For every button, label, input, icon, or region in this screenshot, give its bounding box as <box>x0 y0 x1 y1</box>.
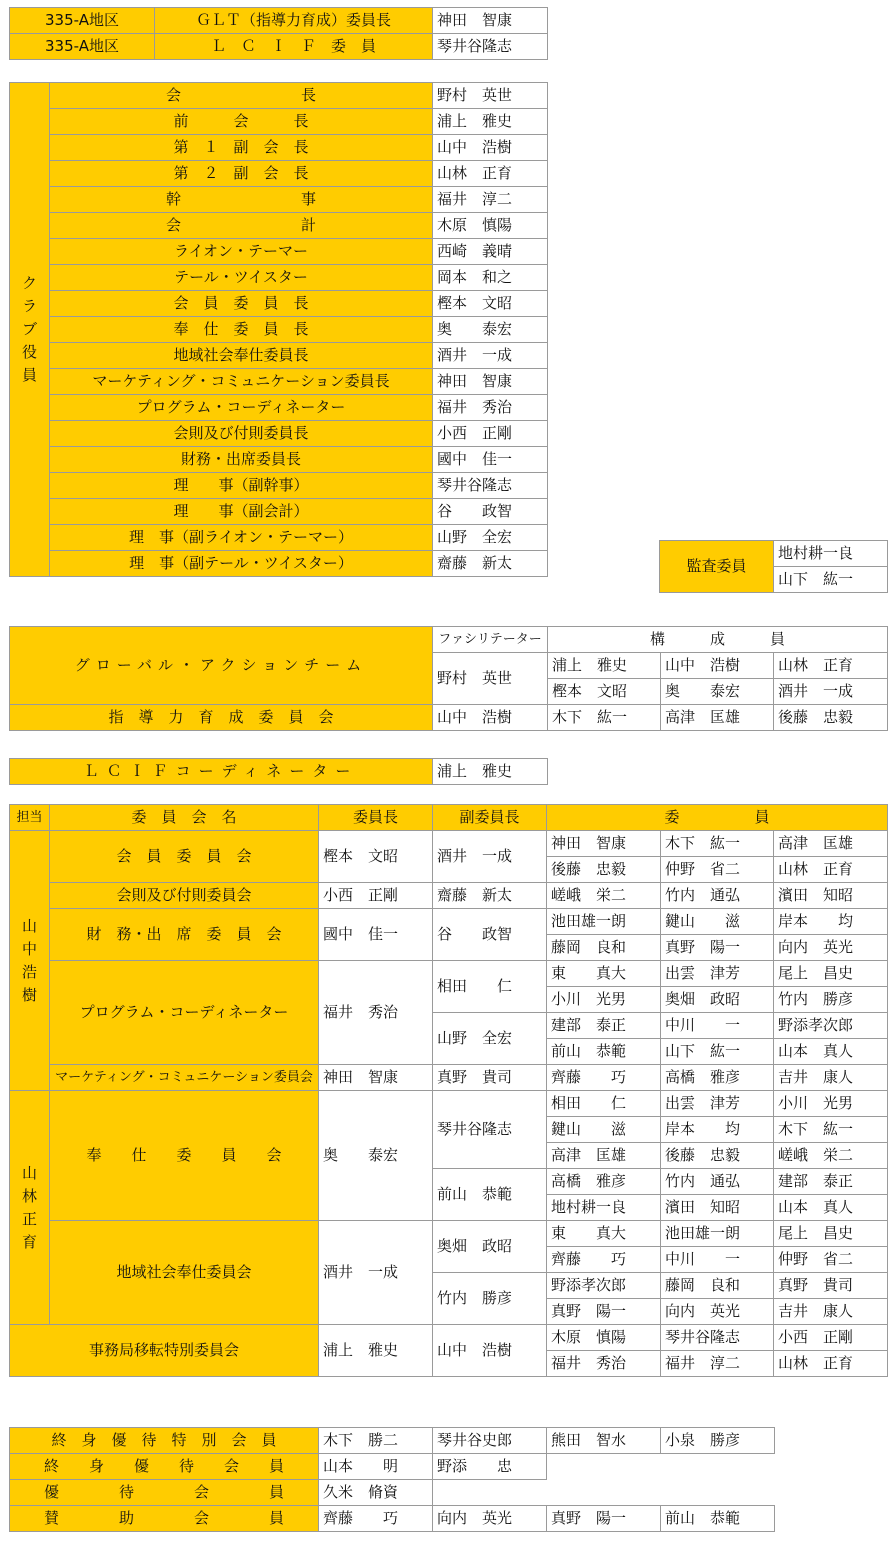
district-name: 琴井谷隆志 <box>433 34 548 60</box>
officer-role: 財務・出席委員長 <box>50 447 433 473</box>
officer-role: 理 事（副ライオン・テーマー） <box>50 525 433 551</box>
committee-name: 奉 仕 委 員 会 <box>50 1091 319 1221</box>
special-label: 賛 助 会 員 <box>10 1506 319 1532</box>
committee-name: プログラム・コーディネーター <box>50 961 319 1065</box>
committee-vice: 琴井谷隆志 <box>433 1091 547 1169</box>
gat-member: 酒井 一成 <box>774 679 888 705</box>
committee-member: 竹内 通弘 <box>661 1169 774 1195</box>
committee-member: 高津 匡雄 <box>774 831 888 857</box>
officer-role: 会 長 <box>50 83 433 109</box>
officer-name: 福井 淳二 <box>433 187 548 213</box>
committee-name: 財 務・出 席 委 員 会 <box>50 909 319 961</box>
committee-member: 琴井谷隆志 <box>661 1325 774 1351</box>
committee-row <box>10 1065 888 1091</box>
officer-role: テール・ツイスター <box>50 265 433 291</box>
officer-row <box>10 343 548 369</box>
district-row <box>10 8 548 34</box>
committee-member: 建部 泰正 <box>547 1013 661 1039</box>
committee-member: 東 真大 <box>547 1221 661 1247</box>
officer-row <box>10 83 548 109</box>
special-name: 琴井谷史郎 <box>433 1428 547 1454</box>
officer-row <box>10 265 548 291</box>
officer-role: 会則及び付則委員長 <box>50 421 433 447</box>
leadership-member: 後藤 忠毅 <box>774 705 888 731</box>
officer-row <box>10 109 548 135</box>
committee-row <box>10 1091 888 1117</box>
committee-chair: 福井 秀治 <box>319 961 433 1065</box>
tanto-header: 担当 <box>10 805 50 831</box>
committee-chair: 奥 泰宏 <box>319 1091 433 1221</box>
committee-member: 出雲 津芳 <box>661 961 774 987</box>
committee-member: 後藤 忠毅 <box>547 857 661 883</box>
gat-table <box>9 626 888 731</box>
officer-row <box>10 421 548 447</box>
committee-member: 高橋 雅彦 <box>547 1169 661 1195</box>
audit-table <box>659 540 888 593</box>
committee-member: 濱田 知昭 <box>661 1195 774 1221</box>
committee-member: 吉井 康人 <box>774 1065 888 1091</box>
officer-row <box>10 447 548 473</box>
officer-name: 野村 英世 <box>433 83 548 109</box>
committee-member: 尾上 昌史 <box>774 961 888 987</box>
officer-row <box>10 135 548 161</box>
committee-vice: 相田 仁 <box>433 961 547 1013</box>
gat-member: 山林 正育 <box>774 653 888 679</box>
officer-name: 西崎 義晴 <box>433 239 548 265</box>
committee-member: 尾上 昌史 <box>774 1221 888 1247</box>
chair-header: 委員長 <box>319 805 433 831</box>
officer-row <box>10 213 548 239</box>
facilitator-header: ファシリテーター <box>433 627 548 653</box>
officer-role: 理 事（副幹事） <box>50 473 433 499</box>
special-name: 向内 英光 <box>433 1506 547 1532</box>
officer-row <box>10 499 548 525</box>
committee-member: 木下 紘一 <box>661 831 774 857</box>
committee-member: 池田雄一朗 <box>547 909 661 935</box>
leadership-member: 高津 匡雄 <box>661 705 774 731</box>
committee-member: 嵯峨 栄二 <box>774 1143 888 1169</box>
officer-name: 樫本 文昭 <box>433 291 548 317</box>
gat-facilitator: 野村 英世 <box>433 653 548 705</box>
committee-member: 向内 英光 <box>774 935 888 961</box>
committee-member: 奥畑 政昭 <box>661 987 774 1013</box>
committee-chair: 國中 佳一 <box>319 909 433 961</box>
committee-member: 福井 秀治 <box>547 1351 661 1377</box>
special-name: 真野 陽一 <box>547 1506 661 1532</box>
committee-vice: 真野 貴司 <box>433 1065 547 1091</box>
committee-member: 池田雄一朗 <box>661 1221 774 1247</box>
committee-name: 会 員 委 員 会 <box>50 831 319 883</box>
special-row <box>10 1454 775 1480</box>
gat-member: 浦上 雅史 <box>548 653 661 679</box>
committee-vice: 齋藤 新太 <box>433 883 547 909</box>
officer-role: 第 ２ 副 会 長 <box>50 161 433 187</box>
special-label: 優 待 会 員 <box>10 1480 319 1506</box>
district-role: Ｌ Ｃ Ｉ Ｆ 委 員 <box>155 34 433 60</box>
gat-member: 山中 浩樹 <box>661 653 774 679</box>
committee-member: 仲野 省二 <box>661 857 774 883</box>
officer-role: 会 員 委 員 長 <box>50 291 433 317</box>
committee-chair: 小西 正剛 <box>319 883 433 909</box>
committee-member: 竹内 通弘 <box>661 883 774 909</box>
officer-name: 山野 全宏 <box>433 525 548 551</box>
audit-name: 山下 紘一 <box>774 567 888 593</box>
committee-member: 高津 匡雄 <box>547 1143 661 1169</box>
committee-member: 神田 智康 <box>547 831 661 857</box>
officer-name: 浦上 雅史 <box>433 109 548 135</box>
officer-role: ライオン・テーマー <box>50 239 433 265</box>
officer-role: 第 １ 副 会 長 <box>50 135 433 161</box>
lcif-name: 浦上 雅史 <box>433 759 548 785</box>
district-table <box>9 7 548 60</box>
special-name: 熊田 智水 <box>547 1428 661 1454</box>
committee-chair: 浦上 雅史 <box>319 1325 433 1377</box>
tanto-label: 山 中 浩 樹 <box>10 831 50 1091</box>
officer-row <box>10 291 548 317</box>
committee-vice: 酒井 一成 <box>433 831 547 883</box>
vice-header: 副委員長 <box>433 805 547 831</box>
committee-vice: 山野 全宏 <box>433 1013 547 1065</box>
leadership-committee-title: 指 導 力 育 成 委 員 会 <box>10 705 433 731</box>
special-name: 齊藤 巧 <box>319 1506 433 1532</box>
committee-row <box>10 831 888 857</box>
officer-role: 幹 事 <box>50 187 433 213</box>
special-label: 終 身 優 待 特 別 会 員 <box>10 1428 319 1454</box>
committee-member: 真野 貴司 <box>774 1273 888 1299</box>
officer-name: 國中 佳一 <box>433 447 548 473</box>
committee-member: 竹内 勝彦 <box>774 987 888 1013</box>
committee-name-header: 委 員 会 名 <box>50 805 319 831</box>
members-header: 委 員 <box>547 805 888 831</box>
audit-name: 地村耕一良 <box>774 541 888 567</box>
committee-vice: 竹内 勝彦 <box>433 1273 547 1325</box>
officer-row <box>10 161 548 187</box>
leadership-member: 木下 紘一 <box>548 705 661 731</box>
committee-member: 齊藤 巧 <box>547 1247 661 1273</box>
committee-member: 野添孝次郎 <box>547 1273 661 1299</box>
special-name: 久米 脩資 <box>319 1480 433 1506</box>
officer-role: 前 会 長 <box>50 109 433 135</box>
officer-row <box>10 395 548 421</box>
officer-name: 酒井 一成 <box>433 343 548 369</box>
committee-member: 中川 一 <box>661 1013 774 1039</box>
officer-role: 会 計 <box>50 213 433 239</box>
lcif-table <box>9 758 548 785</box>
officer-row <box>10 551 548 577</box>
officer-row <box>10 239 548 265</box>
special-row <box>10 1480 775 1506</box>
committee-member: 小西 正剛 <box>774 1325 888 1351</box>
special-name: 木下 勝二 <box>319 1428 433 1454</box>
committees-table <box>9 804 888 1377</box>
committee-member: 山下 紘一 <box>661 1039 774 1065</box>
committee-member: 齊藤 巧 <box>547 1065 661 1091</box>
leadership-facilitator: 山中 浩樹 <box>433 705 548 731</box>
committee-member: 前山 恭範 <box>547 1039 661 1065</box>
officer-name: 岡本 和之 <box>433 265 548 291</box>
officer-name: 谷 政智 <box>433 499 548 525</box>
committee-member: 高橋 雅彦 <box>661 1065 774 1091</box>
committee-member: 福井 淳二 <box>661 1351 774 1377</box>
officer-row <box>10 473 548 499</box>
gat-title: グローバル・アクションチーム <box>10 627 433 705</box>
committee-row <box>10 883 888 909</box>
officer-name: 奥 泰宏 <box>433 317 548 343</box>
committee-row <box>10 909 888 935</box>
officer-role: 理 事（副テール・ツイスター） <box>50 551 433 577</box>
officer-role: 地域社会奉仕委員長 <box>50 343 433 369</box>
committee-name: 会則及び付則委員会 <box>50 883 319 909</box>
committee-member: 東 真大 <box>547 961 661 987</box>
committee-member: 小川 光男 <box>774 1091 888 1117</box>
committee-member: 向内 英光 <box>661 1299 774 1325</box>
committee-member: 中川 一 <box>661 1247 774 1273</box>
officers-table <box>9 82 548 577</box>
district-row <box>10 34 548 60</box>
committee-chair: 樫本 文昭 <box>319 831 433 883</box>
committee-vice: 奥畑 政昭 <box>433 1221 547 1273</box>
committee-row <box>10 1325 888 1351</box>
special-name: 野添 忠 <box>433 1454 547 1480</box>
officer-name: 福井 秀治 <box>433 395 548 421</box>
committee-row <box>10 1221 888 1247</box>
committee-chair: 神田 智康 <box>319 1065 433 1091</box>
committee-member: 藤岡 良和 <box>661 1273 774 1299</box>
officer-role: マーケティング・コミュニケーション委員長 <box>50 369 433 395</box>
committee-member: 吉井 康人 <box>774 1299 888 1325</box>
tanto-label: 山 林 正 育 <box>10 1091 50 1325</box>
committee-member: 木原 慎陽 <box>547 1325 661 1351</box>
special-members-table <box>9 1427 775 1532</box>
committee-member: 山本 真人 <box>774 1195 888 1221</box>
district-cell: 335-A地区 <box>10 8 155 34</box>
lcif-title: ＬＣＩＦコーディネーター <box>10 759 433 785</box>
committee-member: 小川 光男 <box>547 987 661 1013</box>
gat-member: 奥 泰宏 <box>661 679 774 705</box>
committee-member: 仲野 省二 <box>774 1247 888 1273</box>
district-cell: 335-A地区 <box>10 34 155 60</box>
committee-member: 木下 紘一 <box>774 1117 888 1143</box>
committee-member: 岸本 均 <box>661 1117 774 1143</box>
officer-row <box>10 369 548 395</box>
officers-label: ク ラ ブ 役 員 <box>10 83 50 577</box>
committee-member: 山林 正育 <box>774 857 888 883</box>
audit-label: 監査委員 <box>660 541 774 593</box>
officer-name: 小西 正剛 <box>433 421 548 447</box>
committee-row <box>10 961 888 987</box>
committee-name: 地域社会奉仕委員会 <box>50 1221 319 1325</box>
committee-name: 事務局移転特別委員会 <box>10 1325 319 1377</box>
committee-name: マーケティング・コミュニケーション委員会 <box>50 1065 319 1091</box>
special-row <box>10 1428 775 1454</box>
officer-role: 理 事（副会計） <box>50 499 433 525</box>
officer-name: 琴井谷隆志 <box>433 473 548 499</box>
special-name: 山本 明 <box>319 1454 433 1480</box>
special-name: 小泉 勝彦 <box>661 1428 775 1454</box>
committee-vice: 山中 浩樹 <box>433 1325 547 1377</box>
officer-role: プログラム・コーディネーター <box>50 395 433 421</box>
committee-member: 相田 仁 <box>547 1091 661 1117</box>
committee-member: 山本 真人 <box>774 1039 888 1065</box>
officer-name: 齋藤 新太 <box>433 551 548 577</box>
committee-vice: 前山 恭範 <box>433 1169 547 1221</box>
committee-member: 岸本 均 <box>774 909 888 935</box>
committee-member: 真野 陽一 <box>661 935 774 961</box>
committee-member: 後藤 忠毅 <box>661 1143 774 1169</box>
officer-role: 奉 仕 委 員 長 <box>50 317 433 343</box>
committee-member: 地村耕一良 <box>547 1195 661 1221</box>
officer-row <box>10 317 548 343</box>
officer-name: 木原 慎陽 <box>433 213 548 239</box>
officer-row <box>10 187 548 213</box>
officer-name: 神田 智康 <box>433 369 548 395</box>
committee-member: 建部 泰正 <box>774 1169 888 1195</box>
committee-member: 山林 正育 <box>774 1351 888 1377</box>
committee-member: 鍵山 滋 <box>661 909 774 935</box>
committee-member: 出雲 津芳 <box>661 1091 774 1117</box>
committee-member: 嵯峨 栄二 <box>547 883 661 909</box>
officer-name: 山林 正育 <box>433 161 548 187</box>
officer-name: 山中 浩樹 <box>433 135 548 161</box>
committee-member: 野添孝次郎 <box>774 1013 888 1039</box>
committees-header <box>10 805 888 831</box>
committee-member: 藤岡 良和 <box>547 935 661 961</box>
district-name: 神田 智康 <box>433 8 548 34</box>
committee-member: 真野 陽一 <box>547 1299 661 1325</box>
special-row <box>10 1506 775 1532</box>
committee-member: 鍵山 滋 <box>547 1117 661 1143</box>
gat-member: 樫本 文昭 <box>548 679 661 705</box>
committee-vice: 谷 政智 <box>433 909 547 961</box>
members-header: 構 成 員 <box>548 627 888 653</box>
special-name: 前山 恭範 <box>661 1506 775 1532</box>
committee-member: 濱田 知昭 <box>774 883 888 909</box>
committee-chair: 酒井 一成 <box>319 1221 433 1325</box>
officer-row <box>10 525 548 551</box>
special-label: 終 身 優 待 会 員 <box>10 1454 319 1480</box>
district-role: ＧＬＴ（指導力育成）委員長 <box>155 8 433 34</box>
